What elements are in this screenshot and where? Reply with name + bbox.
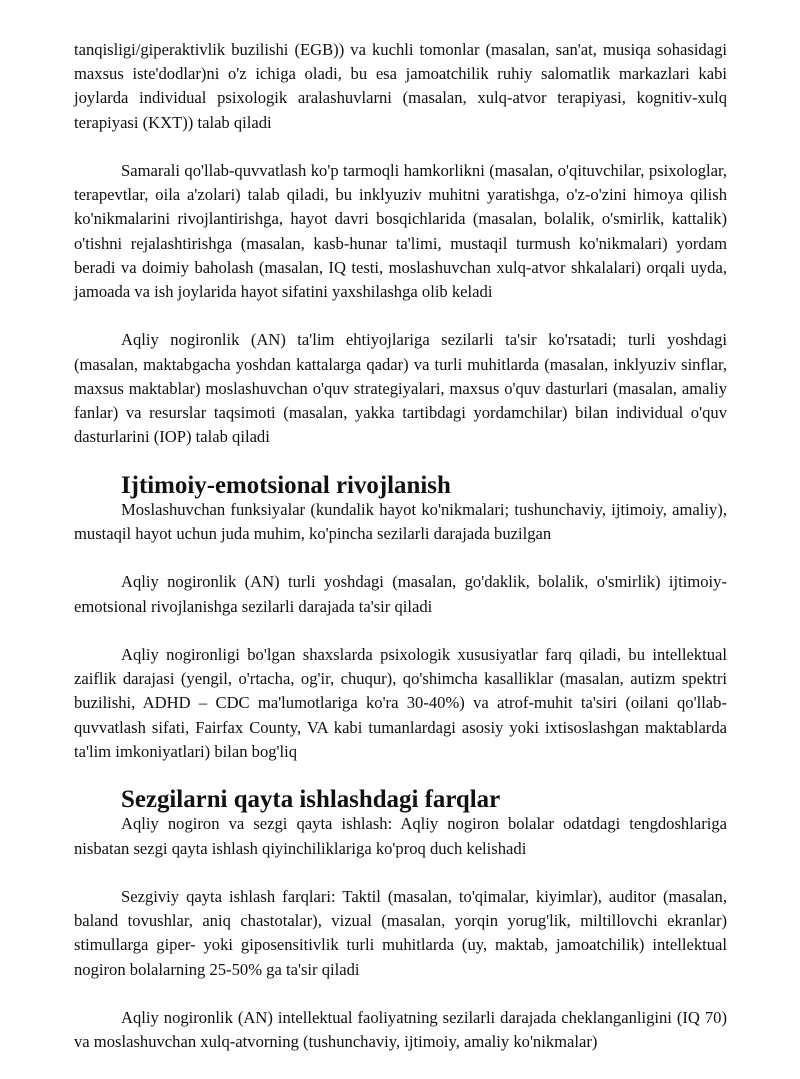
paragraph-adaptive-functions: Moslashuvchan funksiyalar (kundalik hayot ko'nikmalari; tushunchaviy, ijtimoiy, amaliy), mustaqil hayot uchun juda muhim, ko'pincha sezilarli darajada buzilgan xyxy=(74,499,727,544)
section-heading-sensory-processing: Sezgilarni qayta ishlashdagi farqlar xyxy=(121,786,501,814)
paragraph-continuation-egb: tanqisligi/giperaktivlik buzilishi (EGB)) va kuchli tomonlar (masalan, san'at, musiqa sohasidagi maxsus iste'dodlar)ni o'z ichiga oladi, bu esa jamoatchilik ruhiy salomatlik markazlari kabi joylarda individual psixologik aralashuvlarni (masalan, xulq-atvor terapiyasi, kognitiv-xulq terapiyasi (KXT)) talab qiladi xyxy=(74,40,727,132)
paragraph-intellectual-limitation: Aqliy nogironlik (AN) intellektual faoliyatning sezilarli darajada cheklanganligini (IQ 70) va moslashuvchan xulq-atvorning (tushunchaviy, ijtimoiy, amaliy ko'nikmalar) xyxy=(74,1008,727,1052)
paragraph-sensory-differences: Sezgiviy qayta ishlash farqlari: Taktil (masalan, to'qimalar, kiyimlar), auditor (masalan, baland tovushlar, aniq chastotalar), vizual (masalan, yorqin yorug'lik, miltillovchi ekranlar) stimullarga giper- yoki giposensitivlik turli muhitlarda (uy, maktab, jamoatchilik) intellektual nogiron bolalarning 25-50% ga ta'sir qiladi xyxy=(74,887,727,979)
paragraph-educational-needs: Aqliy nogironlik (AN) ta'lim ehtiyojlariga sezilarli ta'sir ko'rsatadi; turli yoshdagi (masalan, maktabgacha yoshdan kattalarga qadar) va turli muhitlarda (masalan, inklyuziv sinflar, maxsus maktablar) moslashuvchan o'quv strategiyalari, maxsus o'quv dasturlari (masalan, amaliy fanlar) va resurslar taqsimoti (masalan, yakka tartibdagi yordamchilar) bilan individual o'quv dasturlarini (IOP) talab qiladi xyxy=(74,330,727,447)
paragraph-sensory-difficulties: Aqliy nogiron va sezgi qayta ishlash: Aqliy nogiron bolalar odatdagi tengdoshlariga nisbatan sezgi qayta ishlash qiyinchiliklariga ko'proq duch kelishadi xyxy=(74,814,727,858)
section-heading-social-emotional: Ijtimoiy-emotsional rivojlanish xyxy=(121,471,451,499)
paragraph-multidisciplinary-support: Samarali qo'llab-quvvatlash ko'p tarmoqli hamkorlikni (masalan, o'qituvchilar, psixologlar, terapevtlar, oila a'zolari) talab qiladi, bu inklyuziv muhitni yaratishga, o'z-o'zini himoya qilish ko'nikmalarini rivojlantirishga, hayot davri bosqichlarida (masalan, bolalik, o'smirlik, kattalik) o'tishni rejalashtirishga (masalan, kasb-hunar ta'limi, mustaqil turmush ko'nikmalari) yordam beradi va doimiy baholash (masalan, IQ testi, moslashuvchan xulq-atvor shkalalari) orqali uyda, jamoada va ish joylarida hayot sifatini yaxshilashga olib keladi xyxy=(74,161,727,302)
document-page xyxy=(74,38,727,1079)
paragraph-social-emotional-impact: Aqliy nogironlik (AN) turli yoshdagi (masalan, go'daklik, bolalik, o'smirlik) ijtimoiy-emotsional rivojlanishga sezilarli darajada ta'sir qiladi xyxy=(74,572,727,616)
paragraph-psychological-characteristics: Aqliy nogironligi bo'lgan shaxslarda psixologik xususiyatlar farq qiladi, bu intellektual zaiflik darajasi (yengil, o'rtacha, og'ir, chuqur), qo'shimcha kasalliklar (masalan, autizm spektri buzilishi, ADHD – CDC ma'lumotlariga ko'ra 30-40%) va atrof-muhit ta'siri (oilani qo'llab-quvvatlash sifati, Fairfax County, VA kabi tumanlardagi asosiy yoki ixtisoslashgan maktablarda ta'lim imkoniyatlari) bilan bog'liq xyxy=(74,645,727,761)
